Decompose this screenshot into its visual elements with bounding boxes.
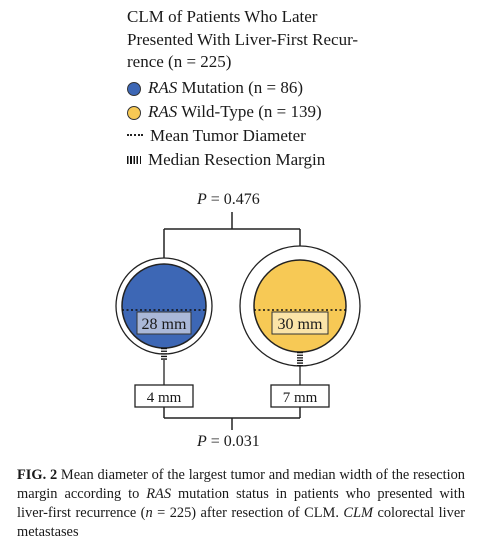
p-value-top-text: = 0.476: [206, 191, 260, 208]
p-value-top: [196, 191, 260, 208]
figure-caption: [17, 466, 465, 542]
legend-label: Median Resection Margin: [148, 150, 326, 169]
p-symbol: P: [197, 433, 207, 450]
legend-label: Wild-Type (n = 139): [177, 102, 322, 121]
caption-text-3: = 225) after resection of CLM.: [152, 505, 344, 521]
caption-text-4: colorectal liver metastases: [17, 505, 466, 540]
legend-title-line-2: Presented With Liver-First Recur-: [127, 29, 359, 49]
p-value-bottom: [196, 433, 260, 450]
diameter-label-ras-mutation: 28 mm: [141, 316, 187, 333]
legend-gene: RAS: [148, 102, 178, 121]
legend-title-line-3: rence (n = 225): [127, 52, 232, 71]
caption-text-1: Mean diameter of the largest tumor and median width of the resection margin according to: [17, 467, 465, 502]
tumor-circle-ras-mutation: [122, 264, 206, 348]
diameter-label-ras-wild-type: 30 mm: [277, 316, 323, 333]
legend-label: Mutation (n = 86): [177, 78, 304, 97]
margin-label-ras-mutation: 4 mm: [146, 390, 182, 406]
caption-n: n: [145, 505, 153, 521]
caption-text-2: mutation status in patients who presented with liver-first recurrence (: [17, 486, 465, 521]
p-symbol: P: [197, 191, 207, 208]
legend-title-line-1: CLM of Patients Who Later: [127, 7, 318, 26]
margin-label-ras-wild-type: 7 mm: [282, 390, 318, 406]
tumor-circle-ras-wild-type: [254, 260, 346, 352]
p-value-bottom-text: = 0.031: [206, 433, 260, 450]
caption-ras: RAS: [146, 486, 172, 502]
caption-clm: CLM: [343, 505, 373, 521]
legend-gene: RAS: [148, 78, 178, 97]
legend-label: Mean Tumor Diameter: [150, 126, 306, 145]
caption-label: FIG. 2: [17, 467, 58, 483]
